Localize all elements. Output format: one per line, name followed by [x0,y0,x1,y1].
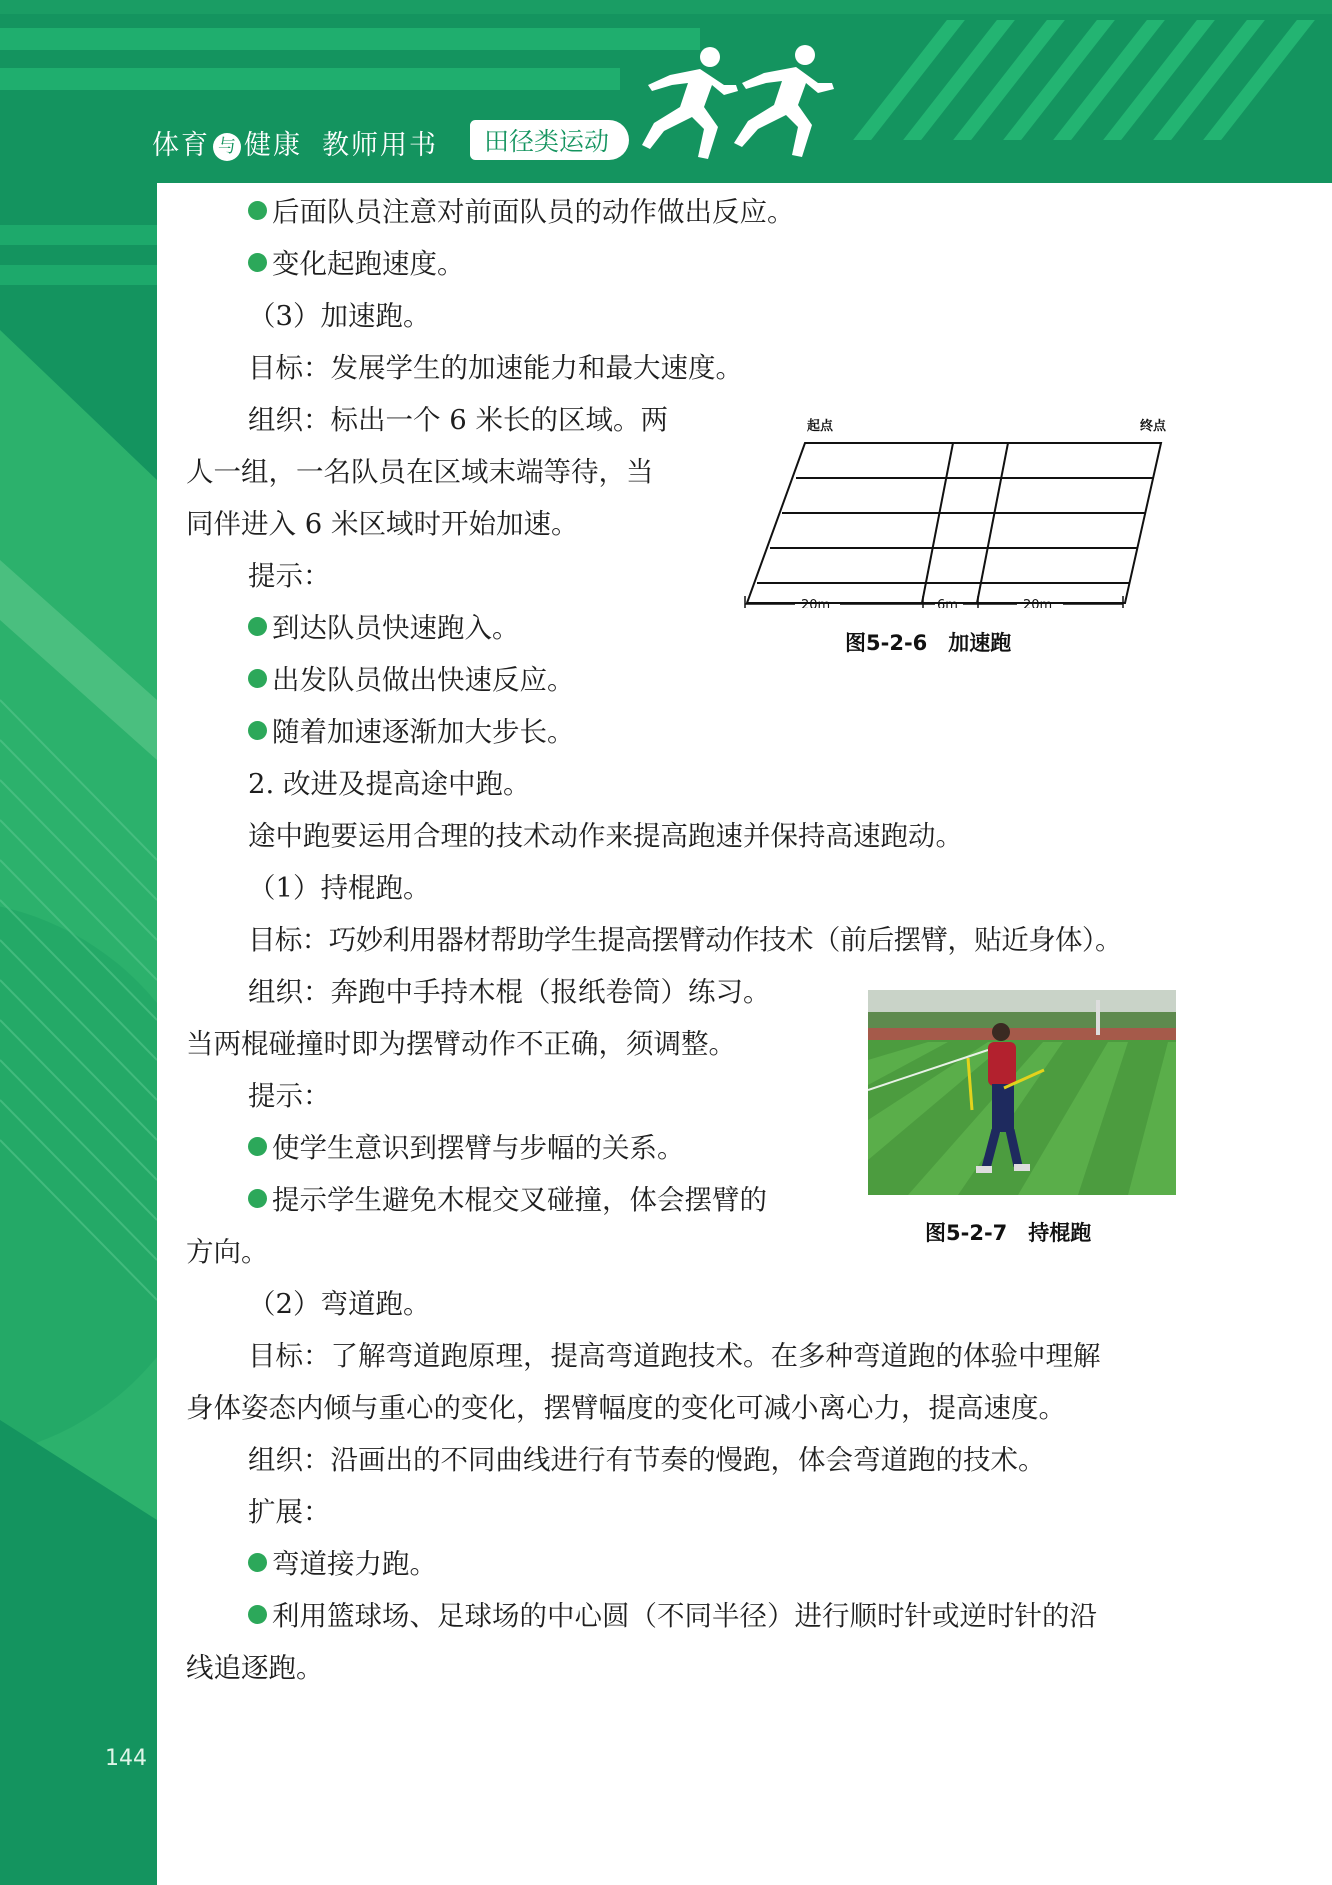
text-line: 线追逐跑。 [186,1652,324,1684]
header-chevron [1103,20,1215,140]
text-line: 提示学生避免木棍交叉碰撞，体会摆臂的 [248,1183,767,1217]
text-line: 方向。 [186,1236,269,1268]
text-line: 扩展： [248,1496,331,1528]
section-tab: 田径类运动 [470,120,629,160]
text-line: 组织：标出一个 6 米长的区域。两 [248,404,668,436]
text-line: 目标：了解弯道跑原理，提高弯道跑技术。在多种弯道跑的体验中理解 [248,1340,1101,1372]
zone-divider-right [977,443,1008,603]
text-line: 人一组，一名队员在区域末端等待，当 [186,456,654,488]
segment-label-1: 20m [801,598,831,608]
text-line: 利用篮球场、足球场的中心圆（不同半径）进行顺时针或逆时针的沿 [248,1599,1097,1633]
text-line: （3）加速跑。 [248,300,431,332]
bullet-icon [248,1553,267,1572]
start-label: 起点 [807,419,834,434]
left-band-decoration [0,0,157,1885]
figure-caption: 图5-2-6 加速跑 [845,631,1012,655]
zone-outline [747,443,1161,603]
header-band [0,0,1332,183]
text-line: 弯道接力跑。 [248,1547,437,1581]
bullet-icon [248,1189,267,1208]
bullet-icon [248,669,267,688]
text-line: 途中跑要运用合理的技术动作来提高跑速并保持高速跑动。 [248,820,963,852]
book-title-joiner: 与 [213,133,241,161]
book-title [152,123,438,162]
segment-label-3: 20m [1023,598,1053,608]
page-number: 144 [105,1746,147,1771]
zone-divider-left [922,443,953,603]
segment-label-2: 6m [937,598,958,608]
text-line: 身体姿态内倾与重心的变化，摆臂幅度的变化可减小离心力，提高速度。 [186,1392,1066,1424]
book-title-part2: 健康 [244,130,302,161]
text-line: 当两棍碰撞时即为摆臂动作不正确，须调整。 [186,1028,736,1060]
text-line: 使学生意识到摆臂与步幅的关系。 [248,1131,685,1165]
book-title-part1: 体育 [152,130,210,161]
header-stripe [0,0,1332,14]
header-chevron [1053,20,1165,140]
text-line: 到达队员快速跑入。 [248,611,520,645]
text-line: （1）持棍跑。 [248,872,431,904]
text-line: 目标：巧妙利用器材帮助学生提高摆臂动作技术（前后摆臂，贴近身体）。 [248,924,1122,956]
bullet-icon [248,1137,267,1156]
bullet-icon [248,201,267,220]
text-line: 同伴进入 6 米区域时开始加速。 [186,508,579,540]
text-line: 目标：发展学生的加速能力和最大速度。 [248,352,743,384]
figure-caption: 图5-2-7 持棍跑 [925,1221,1092,1245]
stick-running-photo [868,990,1176,1195]
book-title-part3: 教师用书 [322,130,438,161]
header-chevron [1153,20,1265,140]
text-line: 提示： [248,1080,331,1112]
bullet-icon [248,253,267,272]
header-chevron [953,20,1065,140]
text-line: 出发队员做出快速反应。 [248,663,575,697]
acceleration-zone-diagram [735,408,1175,608]
text-line: 后面队员注意对前面队员的动作做出反应。 [248,195,795,229]
text-line: 变化起跑速度。 [248,247,465,281]
text-line: 随着加速逐渐加大步长。 [248,715,575,749]
end-label: 终点 [1140,419,1167,434]
header-stripe [0,28,700,50]
text-line: 2. 改进及提高途中跑。 [248,768,531,800]
bullet-icon [248,1605,267,1624]
header-chevron [1203,20,1315,140]
left-margin-band [0,0,157,1885]
text-line: （2）弯道跑。 [248,1288,431,1320]
bullet-icon [248,721,267,740]
header-chevron [1003,20,1115,140]
bullet-icon [248,617,267,636]
text-line: 提示： [248,560,331,592]
text-line: 组织：沿画出的不同曲线进行有节奏的慢跑，体会弯道跑的技术。 [248,1444,1046,1476]
text-line: 组织：奔跑中手持木棍（报纸卷筒）练习。 [248,976,771,1008]
header-chevron [903,20,1015,140]
header-stripe [0,68,620,90]
runners-icon [640,45,880,165]
